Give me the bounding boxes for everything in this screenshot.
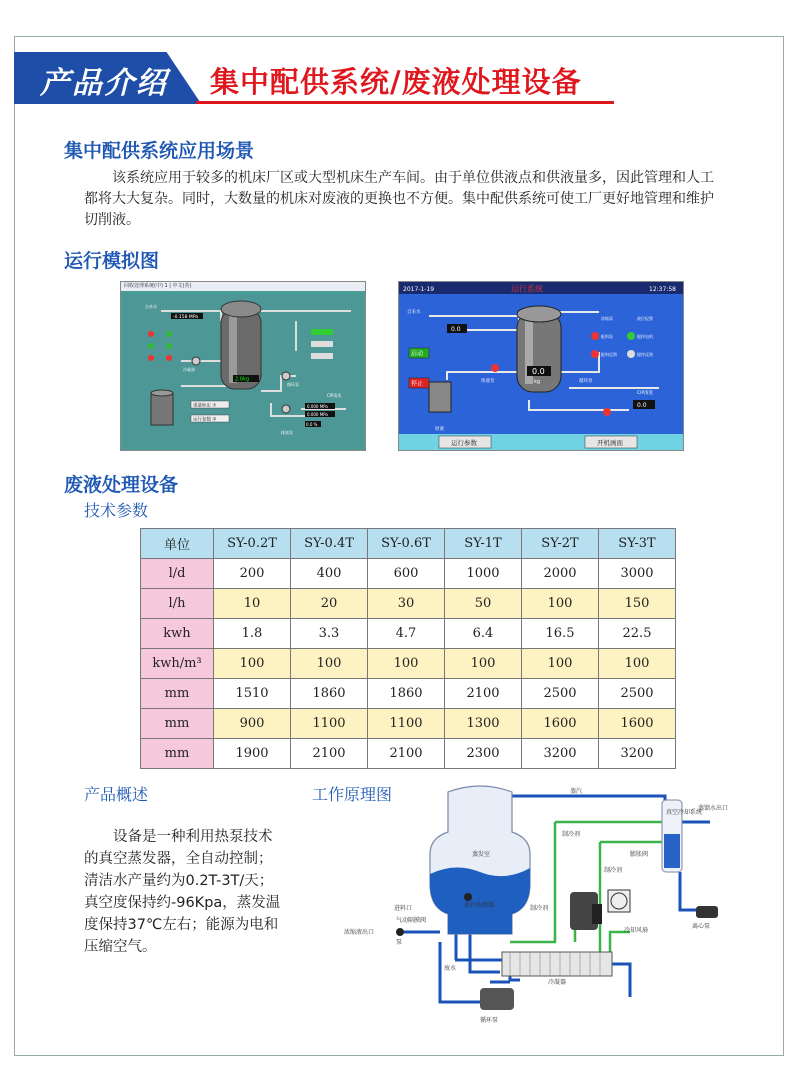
label-evaporator: 蒸发室 bbox=[472, 851, 491, 858]
header-cell: SY-0.2T bbox=[214, 529, 291, 559]
value-cell: 30 bbox=[368, 589, 445, 619]
value-cell: 3000 bbox=[599, 559, 676, 589]
value-cell: 22.5 bbox=[599, 619, 676, 649]
value-cell: 50 bbox=[445, 589, 522, 619]
label-steam: 蒸汽 bbox=[570, 788, 583, 795]
screen2-label-cip: CIP清洗 bbox=[637, 391, 654, 396]
value-cell: 20 bbox=[291, 589, 368, 619]
label-inlet: 进料口 bbox=[394, 905, 413, 912]
value-cell: 1600 bbox=[522, 709, 599, 739]
header-cell: 单位 bbox=[141, 529, 214, 559]
section-heading-application: 集中配供系统应用场景 bbox=[64, 140, 255, 162]
value-cell: 100 bbox=[368, 649, 445, 679]
screen2-title: 运行系统 bbox=[511, 284, 543, 294]
screen1-label-cip: CIP清洗 bbox=[327, 393, 342, 398]
header-cell: SY-2T bbox=[522, 529, 599, 559]
application-paragraph: 该系统应用于较多的机床厂区或大型机床生产车间。由于单位供液点和供液量多，因此管理和人工都将大大复杂。同时，大数量的机床对废液的更换也不方便。集中配供系统可使工厂更好地管理和维护切削液。 bbox=[84, 170, 714, 228]
value-cell: 1900 bbox=[214, 739, 291, 769]
percent-readout: 0.0 % bbox=[306, 422, 318, 427]
header-cell: SY-1T bbox=[445, 529, 522, 559]
unit-cell: mm bbox=[141, 679, 214, 709]
screen1-label-drain: 排液泵 bbox=[281, 430, 293, 435]
label-concentrate-out: 浓缩液出口 bbox=[344, 929, 375, 936]
screen2-label-dosing-pump: 配料泵 bbox=[601, 334, 613, 339]
screen2-value-a: 0.0 bbox=[451, 326, 461, 333]
overview-text: 设备是一种利用热泵技术的真空蒸发器，全自动控制；清洁水产量约为0.2T-3T/天；真空度保持约-96Kpa，蒸发温度保持37℃左右；能源为电和压缩空气。 bbox=[84, 829, 281, 955]
unit-cell: kwh bbox=[141, 619, 214, 649]
value-cell: 2100 bbox=[445, 679, 522, 709]
spec-table-header bbox=[141, 529, 676, 559]
value-cell: 900 bbox=[214, 709, 291, 739]
screen2-start-button: 启动 bbox=[411, 350, 424, 358]
table-row bbox=[141, 589, 676, 619]
spec-table bbox=[140, 528, 676, 769]
value-cell: 1860 bbox=[291, 679, 368, 709]
screen2-params-button: 运行参数 bbox=[451, 439, 477, 447]
label-refrigerant-2: 制冷剂 bbox=[604, 867, 623, 874]
spec-subheading: 技术参数 bbox=[84, 501, 149, 520]
label-vacuum-cooling: 真空冷却系统 bbox=[666, 809, 703, 816]
label-pneumatic-valve: 气动隔膜阀 bbox=[396, 917, 427, 924]
screen2-value-b: 0.0 bbox=[637, 402, 647, 409]
screen2-label-circulation-pump: 循环泵 bbox=[579, 379, 593, 384]
label-refrigerant-1: 制冷剂 bbox=[562, 831, 581, 838]
screen2-label-mixer: 搅拌电机 bbox=[637, 334, 653, 339]
page-title: 集中配供系统/废液处理设备 bbox=[210, 65, 582, 99]
header-cell: SY-0.6T bbox=[368, 529, 445, 559]
value-cell: 1.8 bbox=[214, 619, 291, 649]
value-cell: 100 bbox=[214, 649, 291, 679]
section-heading-waste: 废液处理设备 bbox=[64, 474, 179, 496]
value-cell: 2100 bbox=[291, 739, 368, 769]
banner-text: 产品介绍 bbox=[40, 66, 168, 101]
label-refrigerant-3: 制冷剂 bbox=[530, 905, 549, 912]
label-condenser: 冷凝器 bbox=[548, 979, 567, 986]
run-params-button: 运行参数 ② bbox=[193, 417, 217, 423]
unit-cell: mm bbox=[141, 709, 214, 739]
label-distilled-out: 蒸馏水出口 bbox=[698, 805, 729, 812]
value-cell: 150 bbox=[599, 589, 676, 619]
unit-cell: kwh/m³ bbox=[141, 649, 214, 679]
label-centrifugal-pump: 离心泵 bbox=[692, 923, 711, 930]
label-level-sensor: 液位传感器 bbox=[464, 902, 495, 909]
screen2-tank-unit: kg bbox=[534, 379, 541, 385]
screen2-label-dosing-feedback: 配料反馈 bbox=[601, 352, 617, 357]
screen2-label-raw: 原液 bbox=[435, 427, 444, 432]
value-cell: 1510 bbox=[214, 679, 291, 709]
screen2-label-level-alarm: 液位报警 bbox=[637, 316, 653, 321]
screen1-label-circulation: 循环泵 bbox=[287, 382, 299, 387]
value-cell: 2500 bbox=[599, 679, 676, 709]
value-cell: 3200 bbox=[599, 739, 676, 769]
label-pump: 泵 bbox=[396, 939, 403, 946]
value-cell: 100 bbox=[445, 649, 522, 679]
unit-cell: l/h bbox=[141, 589, 214, 619]
label-waste-water: 废水 bbox=[444, 965, 457, 972]
value-cell: 1100 bbox=[368, 709, 445, 739]
table-row bbox=[141, 619, 676, 649]
window-titlebar: 回收处理系统(中) 1 | 中文(英) bbox=[121, 282, 365, 291]
screen2-label-concentrate-pump: 浓液泵 bbox=[481, 379, 495, 384]
value-cell: 100 bbox=[599, 649, 676, 679]
value-cell: 1100 bbox=[291, 709, 368, 739]
screen2-date: 2017-1-19 bbox=[403, 286, 435, 293]
value-cell: 600 bbox=[368, 559, 445, 589]
table-row bbox=[141, 739, 676, 769]
screen1-graphic bbox=[121, 291, 365, 450]
weight-calibration-button: 重量标定 ① bbox=[193, 403, 217, 409]
screen1-label-water: 自来水 bbox=[145, 304, 157, 309]
screen2-label-water: 自来水 bbox=[407, 310, 421, 315]
unit-cell: mm bbox=[141, 739, 214, 769]
value-cell: 6.4 bbox=[445, 619, 522, 649]
label-cooling-fan: 冷却风扇 bbox=[624, 927, 649, 934]
value-cell: 1300 bbox=[445, 709, 522, 739]
header-cell: SY-0.4T bbox=[291, 529, 368, 559]
value-cell: 2300 bbox=[445, 739, 522, 769]
value-cell: 1000 bbox=[445, 559, 522, 589]
simulation-screen-blue bbox=[398, 281, 684, 451]
value-cell: 200 bbox=[214, 559, 291, 589]
pressure-readout-1: -0.158 MPa bbox=[173, 315, 199, 320]
value-cell: 400 bbox=[291, 559, 368, 589]
value-cell: 2000 bbox=[522, 559, 599, 589]
screen2-graphic bbox=[399, 282, 683, 450]
table-row bbox=[141, 679, 676, 709]
value-cell: 16.5 bbox=[522, 619, 599, 649]
screen1-label-condenser: 冷凝器 bbox=[183, 367, 195, 372]
screen2-time: 12:37:58 bbox=[649, 286, 676, 293]
label-expansion-valve: 膨胀阀 bbox=[630, 851, 649, 858]
screen2-label-mixer-feedback: 搅拌反馈 bbox=[637, 352, 653, 357]
screen2-tank-value: 0.0 bbox=[532, 367, 545, 376]
title-underline-red bbox=[196, 101, 614, 104]
unit-cell: l/d bbox=[141, 559, 214, 589]
value-cell: 3200 bbox=[522, 739, 599, 769]
title-underline-blue bbox=[14, 101, 200, 104]
table-row bbox=[141, 709, 676, 739]
pressure-readout-3: 0.000 MPa bbox=[307, 412, 328, 417]
value-cell: 10 bbox=[214, 589, 291, 619]
screen2-label-concentrating-pump: 浓缩泵 bbox=[601, 316, 613, 321]
table-row bbox=[141, 559, 676, 589]
value-cell: 1860 bbox=[368, 679, 445, 709]
value-cell: 1600 bbox=[599, 709, 676, 739]
value-cell: 2500 bbox=[522, 679, 599, 709]
label-circulation-pump: 循环泵 bbox=[480, 1017, 499, 1024]
section-heading-simulation: 运行模拟图 bbox=[64, 250, 160, 272]
value-cell: 100 bbox=[522, 649, 599, 679]
screen2-stop-button: 停止 bbox=[411, 380, 424, 388]
value-cell: 3.3 bbox=[291, 619, 368, 649]
value-cell: 100 bbox=[522, 589, 599, 619]
simulation-screen-green bbox=[120, 281, 366, 451]
pressure-readout-2: 0.000 MPa bbox=[307, 404, 328, 409]
value-cell: 2100 bbox=[368, 739, 445, 769]
diagram-heading: 工作原理图 bbox=[312, 785, 393, 804]
header-cell: SY-3T bbox=[599, 529, 676, 559]
value-cell: 100 bbox=[291, 649, 368, 679]
table-row bbox=[141, 649, 676, 679]
overview-heading: 产品概述 bbox=[84, 785, 149, 804]
value-cell: 4.7 bbox=[368, 619, 445, 649]
level-readout: 2.0kg bbox=[235, 376, 250, 383]
working-principle-diagram bbox=[330, 782, 760, 1032]
screen2-boot-button: 开机画面 bbox=[597, 439, 623, 447]
